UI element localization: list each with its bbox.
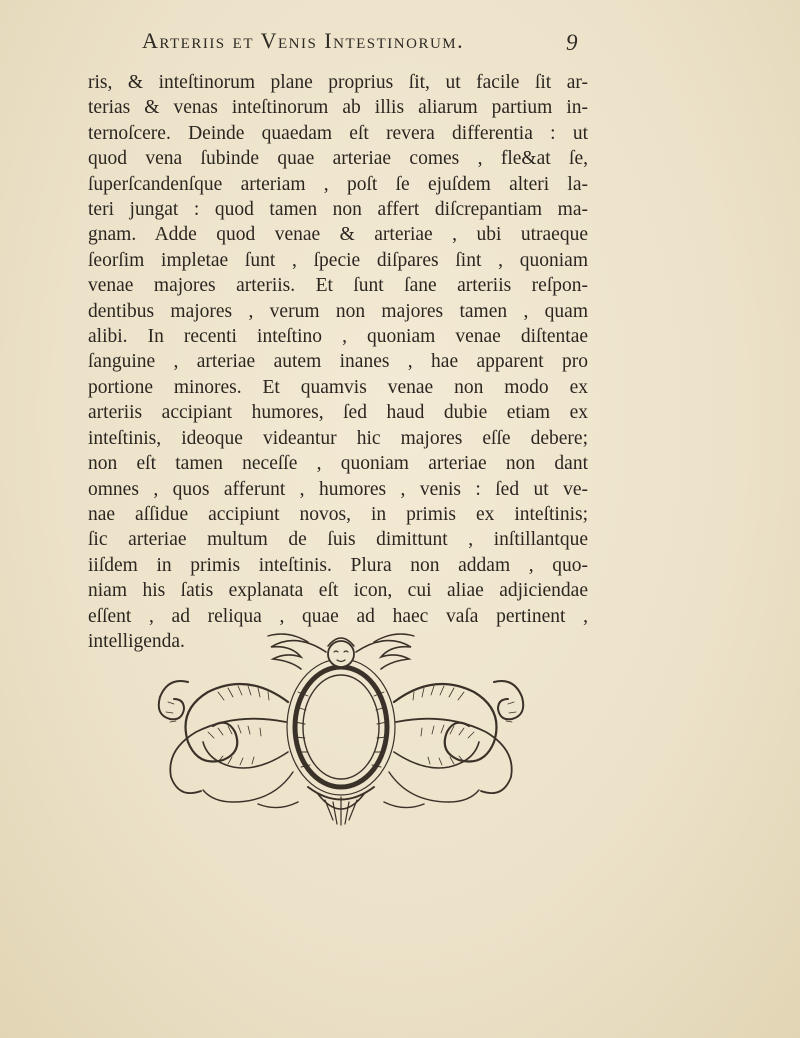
text-line: intelligenda. xyxy=(88,630,185,652)
text-line: ternoſcere. Deinde quaedam eſt revera differentia : ut xyxy=(88,122,588,144)
text-line: ſuperſcandenſque arteriam , poſt ſe ejuſdem alteri la- xyxy=(88,173,588,195)
text-line: terias & venas inteſtinorum ab illis aliarum partium in- xyxy=(88,97,588,119)
text-line: dentibus majores , verum non majores tamen , quam xyxy=(88,300,588,322)
text-line: venae majores arteriis. Et ſunt ſane arteriis reſpon- xyxy=(88,275,588,297)
text-line: gnam. Adde quod venae & arteriae , ubi utraeque xyxy=(88,224,588,246)
text-line: non eſt tamen neceſſe , quoniam arteriae non dant xyxy=(88,453,588,475)
text-line: quod vena ſubinde quae arteriae comes , fle&at ſe, xyxy=(88,148,588,170)
text-line: iiſdem in primis inteſtinis. Plura non addam , quo- xyxy=(88,554,588,576)
text-line: inteſtinis, ideoque videantur hic majores eſſe debere; xyxy=(88,427,588,449)
text-line: alibi. In recenti inteſtino , quoniam venae diſtentae xyxy=(88,326,588,348)
page-number: 9 xyxy=(566,30,578,55)
running-head: Arteriis et Venis Intestinorum. xyxy=(142,28,465,53)
text-line: eſſent , ad reliqua , quae ad haec vaſa pertinent , xyxy=(88,605,588,627)
text-line: arteriis accipiant humores, ſed haud dubie etiam ex xyxy=(88,402,588,424)
text-line: omnes , quos afferunt , humores , venis : ſed ut ve- xyxy=(88,478,588,500)
text-line: niam his ſatis explanata eſt icon, cui aliae adjiciendae xyxy=(88,580,588,602)
ornament-tailpiece-icon xyxy=(148,622,534,832)
text-line: ſanguine , arteriae autem inanes , hae apparent pro xyxy=(88,351,588,373)
text-line: portione minores. Et quamvis venae non modo ex xyxy=(88,376,588,398)
body-text xyxy=(88,70,588,654)
text-line: nae aſſidue accipiunt novos, in primis ex inteſtinis; xyxy=(88,503,588,525)
text-line: teri jungat : quod tamen non affert diſcrepantiam ma- xyxy=(88,199,588,221)
text-line: ſic arteriae multum de ſuis dimittunt , inſtillantque xyxy=(88,529,588,551)
text-line: ſeorſim impletae ſunt , ſpecie diſpares ſint , quoniam xyxy=(88,249,588,271)
text-line: ris, & inteſtinorum plane proprius ſit, ut facile ſit ar- xyxy=(88,72,588,93)
